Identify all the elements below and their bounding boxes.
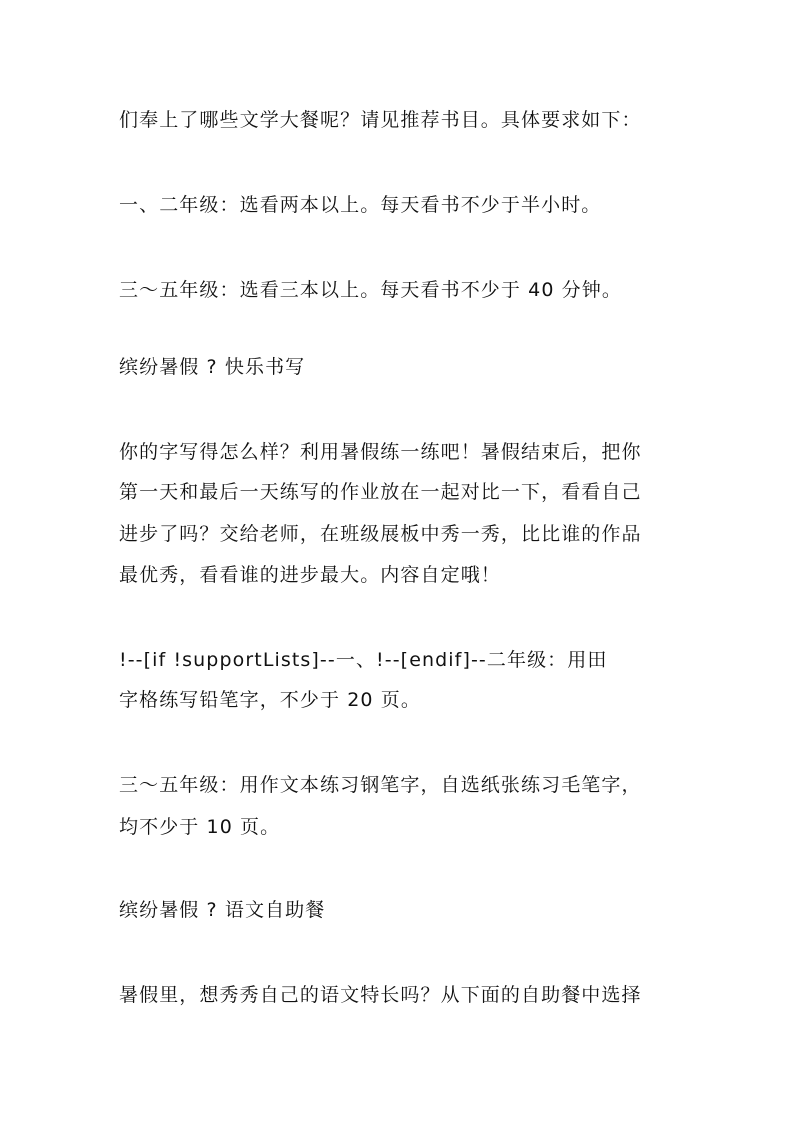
paragraph-chinese-buffet-intro: 暑假里，想秀秀自己的语文特长吗？从下面的自助餐中选择 xyxy=(119,984,642,1006)
paragraph-grade-3-5-writing-line-2: 均不少于 10 页。 xyxy=(119,816,281,838)
paragraph-writing-line-4: 最优秀，看看谁的进步最大。内容自定哦！ xyxy=(119,564,501,586)
paragraph-writing-line-1: 你的字写得怎么样？利用暑假练一练吧！暑假结束后，把你 xyxy=(119,441,642,463)
section-heading-happy-writing: 缤纷暑假 ? 快乐书写 xyxy=(119,356,306,378)
paragraph-writing-line-3: 进步了吗？交给老师，在班级展板中秀一秀，比比谁的作品 xyxy=(119,523,642,545)
section-heading-chinese-buffet: 缤纷暑假 ? 语文自助餐 xyxy=(119,899,326,921)
paragraph-grade-3-5-writing-line-1: 三～五年级：用作文本练习钢笔字，自选纸张练习毛笔字， xyxy=(119,774,642,796)
paragraph-grade-1-2-writing-line-2: 字格练写铅笔字，不少于 20 页。 xyxy=(119,689,421,711)
paragraph-grade-1-2-reading: 一、二年级：选看两本以上。每天看书不少于半小时。 xyxy=(119,194,602,216)
paragraph-grade-3-5-reading: 三～五年级：选看三本以上。每天看书不少于 40 分钟。 xyxy=(119,279,622,301)
paragraph-writing-line-2: 第一天和最后一天练写的作业放在一起对比一下，看看自己 xyxy=(119,481,642,503)
paragraph-recommended-books: 们奉上了哪些文学大餐呢？请见推荐书目。具体要求如下： xyxy=(119,109,642,131)
paragraph-grade-1-2-writing-line-1: !--[if !supportLists]--一、!--[endif]--二年级：用田 xyxy=(119,649,608,671)
